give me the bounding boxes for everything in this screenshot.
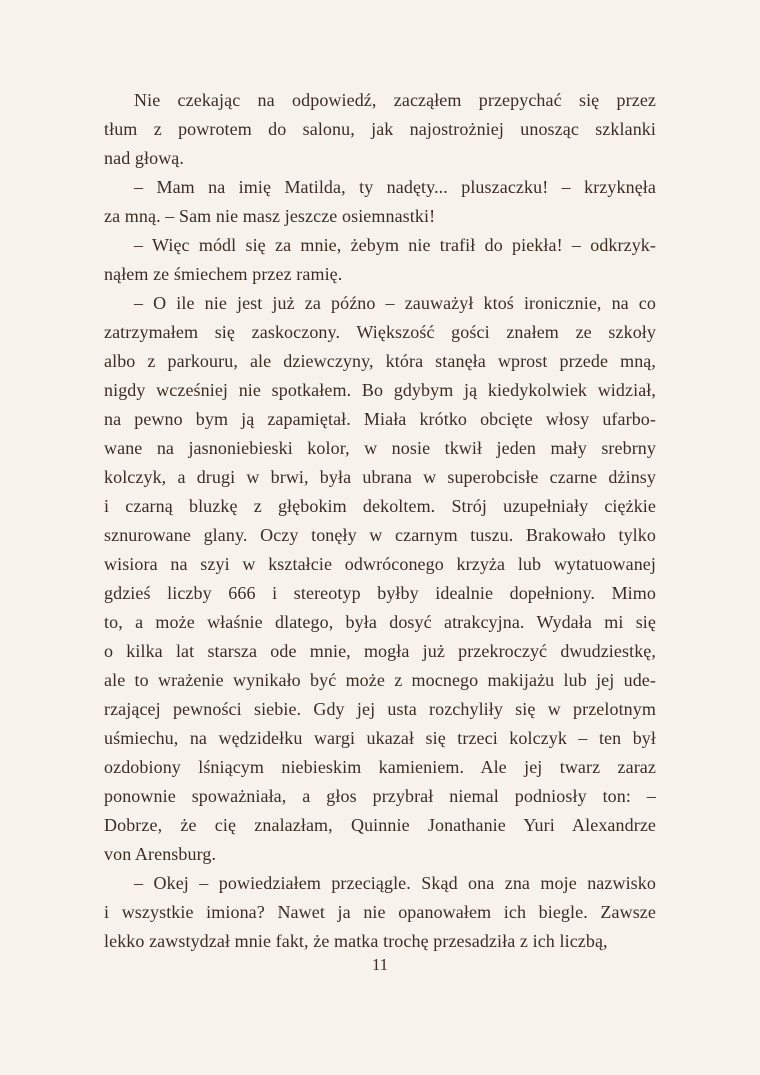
paragraph: [104, 869, 656, 956]
text-line: Nie czekając na odpowiedź, zacząłem przepychać się przez: [134, 90, 656, 110]
text-line: – Więc módl się za mnie, żebym nie trafił do piekła! – odkrzyk-: [134, 235, 656, 255]
text-line: nąłem ze śmiechem przez ramię.: [104, 264, 343, 284]
paragraph: [104, 231, 656, 289]
text-line: – Mam na imię Matilda, ty nadęty... pluszaczku! – krzyknęła: [134, 177, 656, 197]
text-line: za mną. – Sam nie masz jeszcze osiemnastki!: [104, 206, 436, 226]
text-line: zatrzymałem się zaskoczony. Większość gości znałem ze szkoły: [104, 322, 656, 342]
text-line: na pewno bym ją zapamiętał. Miała krótko obcięte włosy ufarbo-: [104, 409, 656, 429]
text-line: sznurowane glany. Oczy tonęły w czarnym tuszu. Brakowało tylko: [104, 525, 656, 545]
text-line: wisiora na szyi w kształcie odwróconego krzyża lub wytatuowanej: [104, 554, 656, 574]
text-line: ponownie spoważniała, a głos przybrał niemal podniosły ton: –: [104, 786, 656, 806]
text-line: von Arensburg.: [104, 844, 217, 864]
text-line: o kilka lat starsza ode mnie, mogła już przekroczyć dwudziestkę,: [104, 641, 656, 661]
text-line: gdzieś liczby 666 i stereotyp byłby idealnie dopełniony. Mimo: [104, 583, 656, 603]
text-line: rzającej pewności siebie. Gdy jej usta rozchyliły się w przelotnym: [104, 699, 656, 719]
text-line: uśmiechu, na wędzidełku wargi ukazał się trzeci kolczyk – ten był: [104, 728, 656, 748]
text-line: i czarną bluzkę z głębokim dekoltem. Strój uzupełniały ciężkie: [104, 496, 656, 516]
paragraph: [104, 86, 656, 173]
body-text: [104, 86, 656, 956]
text-line: i wszystkie imiona? Nawet ja nie opanowałem ich biegle. Zawsze: [104, 902, 656, 922]
text-line: tłum z powrotem do salonu, jak najostrożniej unosząc szklanki: [104, 119, 656, 139]
text-line: nad głową.: [104, 148, 184, 168]
text-line: albo z parkouru, ale dziewczyny, która stanęła wprost przede mną,: [104, 351, 656, 371]
paragraph: [104, 289, 656, 869]
text-line: – Okej – powiedziałem przeciągle. Skąd ona zna moje nazwisko: [134, 873, 656, 893]
text-line: lekko zawstydzał mnie fakt, że matka trochę przesadziła z ich liczbą,: [104, 931, 608, 951]
page-number: 11: [371, 955, 389, 974]
text-line: ozdobiony lśniącym niebieskim kamieniem. Ale jej twarz zaraz: [104, 757, 656, 777]
text-line: wane na jasnoniebieski kolor, w nosie tkwił jeden mały srebrny: [104, 438, 656, 458]
text-line: ale to wrażenie wynikało być może z mocnego makijażu lub jej ude-: [104, 670, 656, 690]
text-line: – O ile nie jest już za późno – zauważył ktoś ironicznie, na co: [134, 293, 656, 313]
text-line: nigdy wcześniej nie spotkałem. Bo gdybym ją kiedykolwiek widział,: [104, 380, 656, 400]
paragraph: [104, 173, 656, 231]
text-line: to, a może właśnie dlatego, była dosyć atrakcyjna. Wydała mi się: [104, 612, 656, 632]
text-line: kolczyk, a drugi w brwi, była ubrana w superobcisłe czarne dżinsy: [104, 467, 656, 487]
text-line: Dobrze, że cię znalazłam, Quinnie Jonathanie Yuri Alexandrze: [104, 815, 656, 835]
